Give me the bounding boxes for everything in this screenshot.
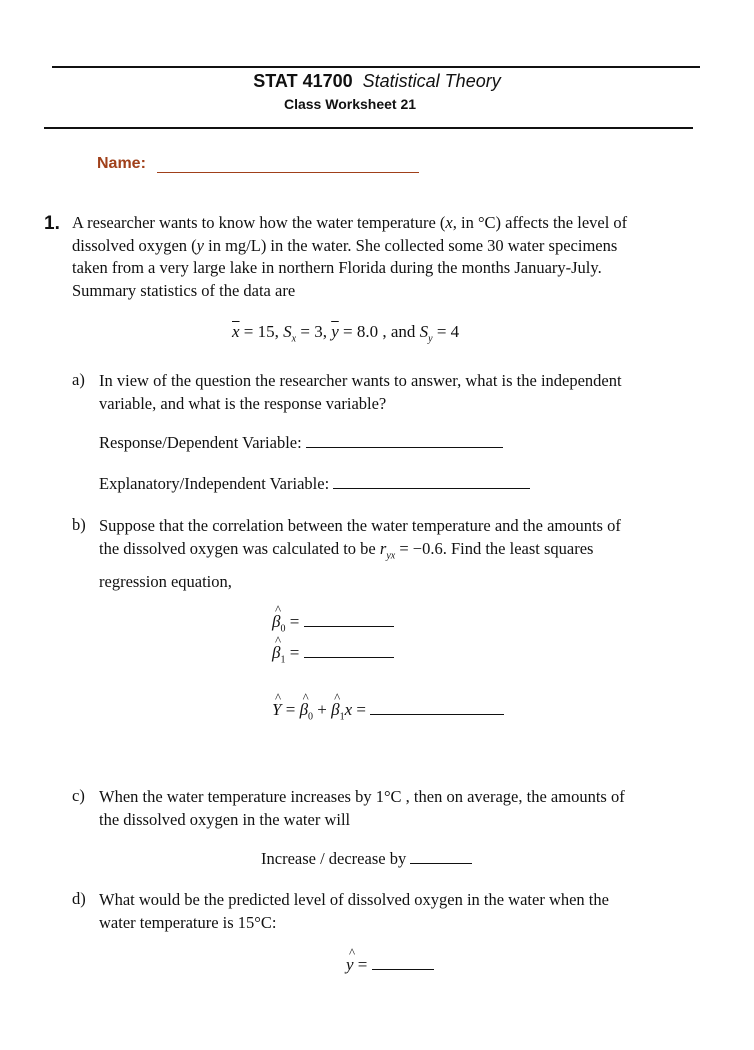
- explanatory-variable-row: Explanatory/Independent Variable:: [99, 473, 530, 496]
- part-d-label: d): [72, 889, 86, 908]
- part-c-label: c): [72, 786, 85, 805]
- predicted-y-blank[interactable]: [372, 955, 434, 970]
- part-a-text: In view of the question the researcher wants to answer, what is the independent variable, and what is the response variable?: [99, 371, 622, 413]
- explanatory-variable-blank[interactable]: [333, 474, 530, 489]
- beta0-row: ^ $\beta_0$ =: [272, 612, 394, 634]
- beta0-blank[interactable]: [304, 612, 394, 627]
- course-code: STAT 41700: [253, 71, 353, 91]
- name-field-line[interactable]: [157, 172, 419, 173]
- increase-decrease-row: Increase / decrease by: [261, 848, 472, 871]
- part-b-label: b): [72, 515, 86, 534]
- beta1-row: ^ $\beta_1$ =: [272, 643, 394, 665]
- worksheet-subtitle: Class Worksheet 21: [283, 96, 417, 112]
- predicted-y-row: ^ y =: [346, 955, 434, 975]
- question-number: 1.: [44, 213, 60, 234]
- response-variable-row: Response/Dependent Variable:: [99, 432, 503, 455]
- question-intro: A researcher wants to know how the water temperature (x, in °C) affects the level of dissolved oxygen (y in mg/L) in the water. She collected some 30 water specimens taken from a very large lake in northern Florida during the months January-July. Summary statistics of the data are: [72, 213, 628, 300]
- response-variable-blank[interactable]: [306, 433, 503, 448]
- regression-equation-row: ^ Y = ^ $\beta_0$ + ^ $\beta_1x$ =: [272, 700, 504, 722]
- regression-equation-blank[interactable]: [370, 700, 504, 715]
- summary-statistics: $\overline{x} = 15$, $S_x = 3$, $\overline{y} = 8.0$ , and $S_y = 4$: [232, 322, 460, 345]
- beta1-blank[interactable]: [304, 643, 394, 658]
- part-a-label: a): [72, 370, 85, 389]
- name-label: Name:: [97, 155, 146, 172]
- increase-decrease-blank[interactable]: [410, 849, 472, 864]
- course-title: Statistical Theory: [362, 71, 501, 91]
- page-title: [0, 71, 754, 92]
- header-top-rule: [52, 66, 700, 68]
- part-b-text: Suppose that the correlation between the water temperature and the amounts of the dissolved oxygen was calculated to be $r_{yx} = -0.6$. Find the least squares regression equation,: [99, 516, 621, 592]
- part-d-text: What would be the predicted level of dissolved oxygen in the water when the water temperature is 15°C:: [99, 890, 609, 932]
- header-bottom-rule: [44, 127, 693, 129]
- part-c-text: When the water temperature increases by 1°C , then on average, the amounts of the dissolved oxygen in the water will: [99, 787, 625, 829]
